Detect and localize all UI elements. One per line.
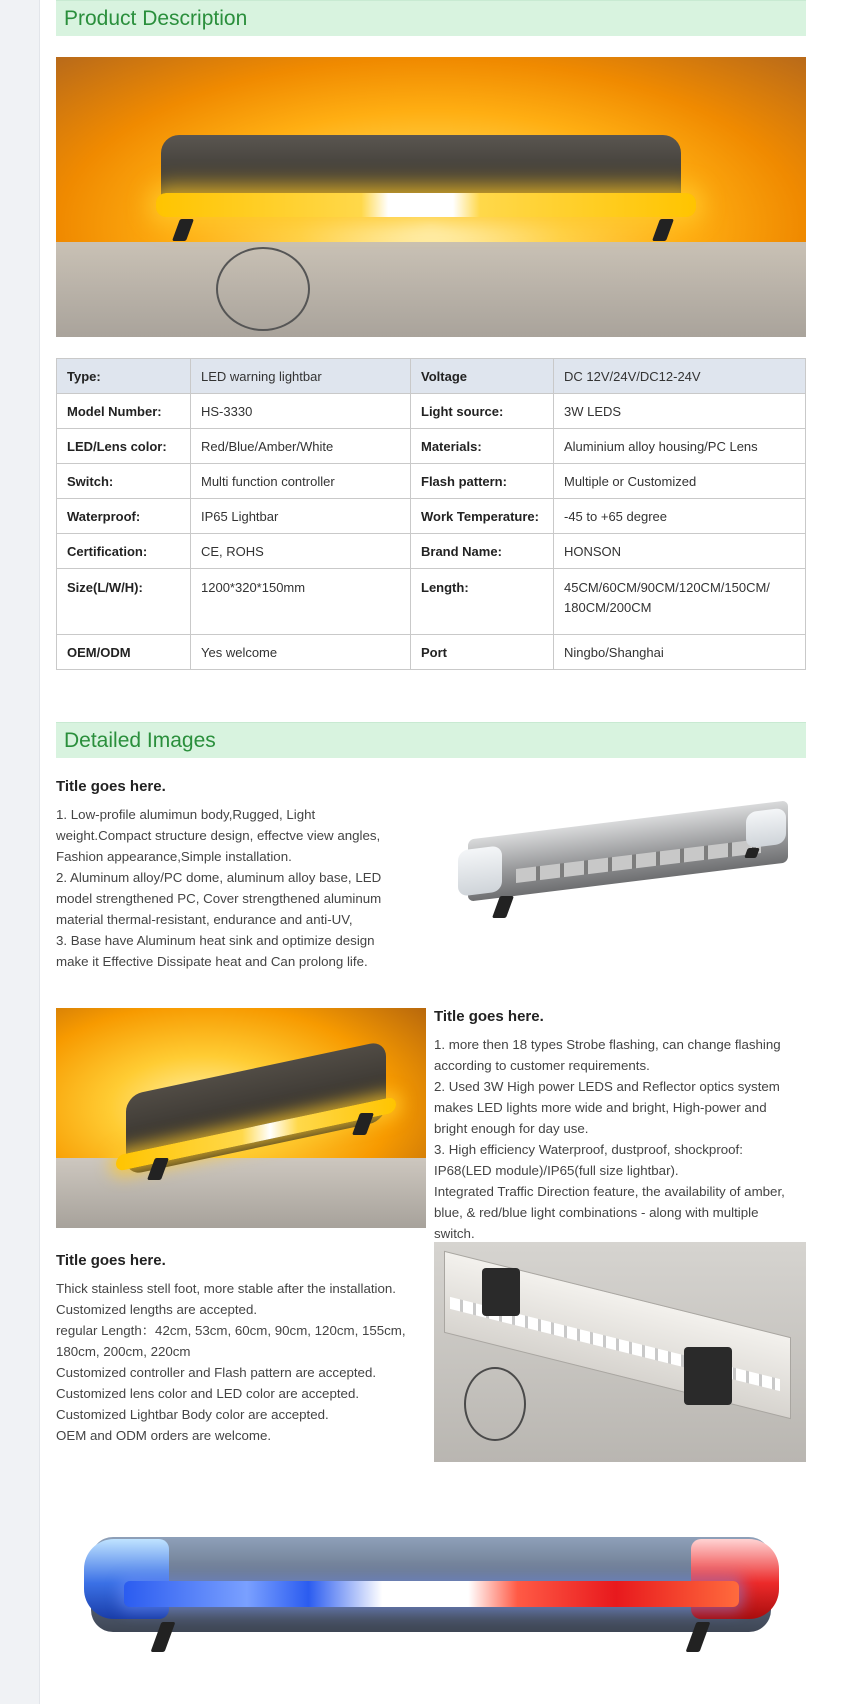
section-header-detailed-images [56,722,806,758]
block-text [56,804,401,972]
spec-key: Switch: [57,464,191,499]
hero-lightbar-image [56,57,806,337]
hero-foot-left [172,219,194,241]
spec-key: Size(L/W/H): [57,569,191,635]
block-title: Title goes here. [56,1252,166,1269]
table-row [57,394,806,429]
spec-key: Light source: [411,394,554,429]
text-line: Customized lens color and LED color are accepted. [56,1386,360,1401]
detail-block-1 [56,778,806,1008]
spec-value: IP65 Lightbar [191,499,411,534]
rb-endcap-right [691,1539,779,1619]
left-rail [0,0,40,1704]
spec-value: Ningbo/Shanghai [554,635,806,670]
spec-key: Model Number: [57,394,191,429]
block-text [434,1034,806,1244]
text-line: Customized controller and Flash pattern are accepted. [56,1365,377,1380]
silver-foot-left [492,896,514,918]
text-line: 1. Low-profile alumimun body,Rugged, Light [56,807,316,822]
text-line: OEM and ODM orders are welcome. [56,1428,272,1443]
block-text [56,1278,416,1446]
hero-cable [216,247,310,331]
spec-value: Red/Blue/Amber/White [191,429,411,464]
section-header-product-description [56,0,806,36]
text-line: 3. Base have Aluminum heat sink and optimize design [56,933,375,948]
text-line: switch. [434,1226,475,1241]
spec-value: Yes welcome [191,635,411,670]
text-line: Thick stainless stell foot, more stable after the installation. [56,1281,396,1296]
spec-value: 1200*320*150mm [191,569,411,635]
text-line: 3. High efficiency Waterproof, dustproof, shockproof: [434,1142,743,1157]
section-title: Detailed Images [64,728,216,752]
text-line: 2. Used 3W High power LEDS and Reflector optics system [434,1079,780,1094]
spec-value: Multiple or Customized [554,464,806,499]
hero-foot-right [652,219,674,241]
text-line: Customized lengths are accepted. [56,1302,258,1317]
spec-value: 3W LEDS [554,394,806,429]
text-line: blue, & red/blue light combinations - along with multiple [434,1205,759,1220]
block-title: Title goes here. [434,1008,544,1025]
text-line: make it Effective Dissipate heat and Can prolong life. [56,954,368,969]
text-line: weight.Compact structure design, effectve view angles, [56,828,381,843]
spec-key: Flash pattern: [411,464,554,499]
text-line: material thermal-resistant, endurance and anti-UV, [56,912,353,927]
detail-image-amber-lightbar [56,1008,426,1228]
spec-key: Type: [57,359,191,394]
bottom-bracket-left [482,1268,520,1316]
spec-value: HONSON [554,534,806,569]
amber2-cloth [56,1158,426,1228]
rb-endcap-left [84,1539,169,1619]
detail-block-3 [56,1252,806,1502]
bottom-cable [464,1367,526,1441]
spec-value: -45 to +65 degree [554,499,806,534]
spec-key: Materials: [411,429,554,464]
text-line: Fashion appearance,Simple installation. [56,849,292,864]
spec-key: Voltage [411,359,554,394]
spec-key: Certification: [57,534,191,569]
section-title: Product Description [64,6,248,30]
silver-bar-endcap-left [458,845,502,896]
spec-key: Waterproof: [57,499,191,534]
spec-value: CE, ROHS [191,534,411,569]
detail-text-3 [56,1252,416,1446]
table-row [57,499,806,534]
detail-image-bottom-view [434,1242,806,1462]
detail-text-1 [56,778,401,972]
hero-cloth [56,242,806,337]
text-line: model strengthened PC, Cover strengthened aluminum [56,891,382,906]
spec-value: LED warning lightbar [191,359,411,394]
table-row [57,359,806,394]
table-row [57,464,806,499]
table-row [57,534,806,569]
spec-key: Length: [411,569,554,635]
spec-value-line: 45CM/60CM/90CM/120CM/150CM/ [564,580,770,595]
text-line: according to customer requirements. [434,1058,650,1073]
spec-value: Multi function controller [191,464,411,499]
spec-key: OEM/ODM [57,635,191,670]
spec-key: Brand Name: [411,534,554,569]
text-line: makes LED lights more wide and bright, High-power and [434,1100,767,1115]
text-line: Integrated Traffic Direction feature, the availability of amber, [434,1184,785,1199]
hero-bar-lens [156,193,696,217]
table-row [57,635,806,670]
block-title: Title goes here. [56,778,166,795]
text-line: regular Length：42cm, 53cm, 60cm, 90cm, 120cm, 155cm, [56,1323,406,1338]
spec-value: Aluminium alloy housing/PC Lens [554,429,806,464]
red-blue-lightbar-image [76,1507,786,1667]
table-row [57,429,806,464]
text-line: 180cm, 200cm, 220cm [56,1344,191,1359]
detail-image-silver-lightbar [446,792,806,932]
spec-table [56,358,806,670]
spec-value-line: 180CM/200CM [564,600,652,615]
text-line: bright enough for day use. [434,1121,589,1136]
spec-value [554,569,806,635]
detail-block-2 [56,1008,806,1252]
product-content [56,0,806,1667]
detail-text-2 [434,1008,806,1244]
text-line: IP68(LED module)/IP65(full size lightbar). [434,1163,679,1178]
spec-value: DC 12V/24V/DC12-24V [554,359,806,394]
bottom-bracket-right [684,1347,732,1405]
spec-key: Port [411,635,554,670]
spec-key: LED/Lens color: [57,429,191,464]
spec-value: HS-3330 [191,394,411,429]
table-row [57,569,806,635]
spec-key: Work Temperature: [411,499,554,534]
silver-bar-endcap-right [746,808,786,849]
text-line: 2. Aluminum alloy/PC dome, aluminum alloy base, LED [56,870,382,885]
rb-lens-strip [124,1581,739,1607]
text-line: Customized Lightbar Body color are accepted. [56,1407,329,1422]
text-line: 1. more then 18 types Strobe flashing, can change flashing [434,1037,781,1052]
